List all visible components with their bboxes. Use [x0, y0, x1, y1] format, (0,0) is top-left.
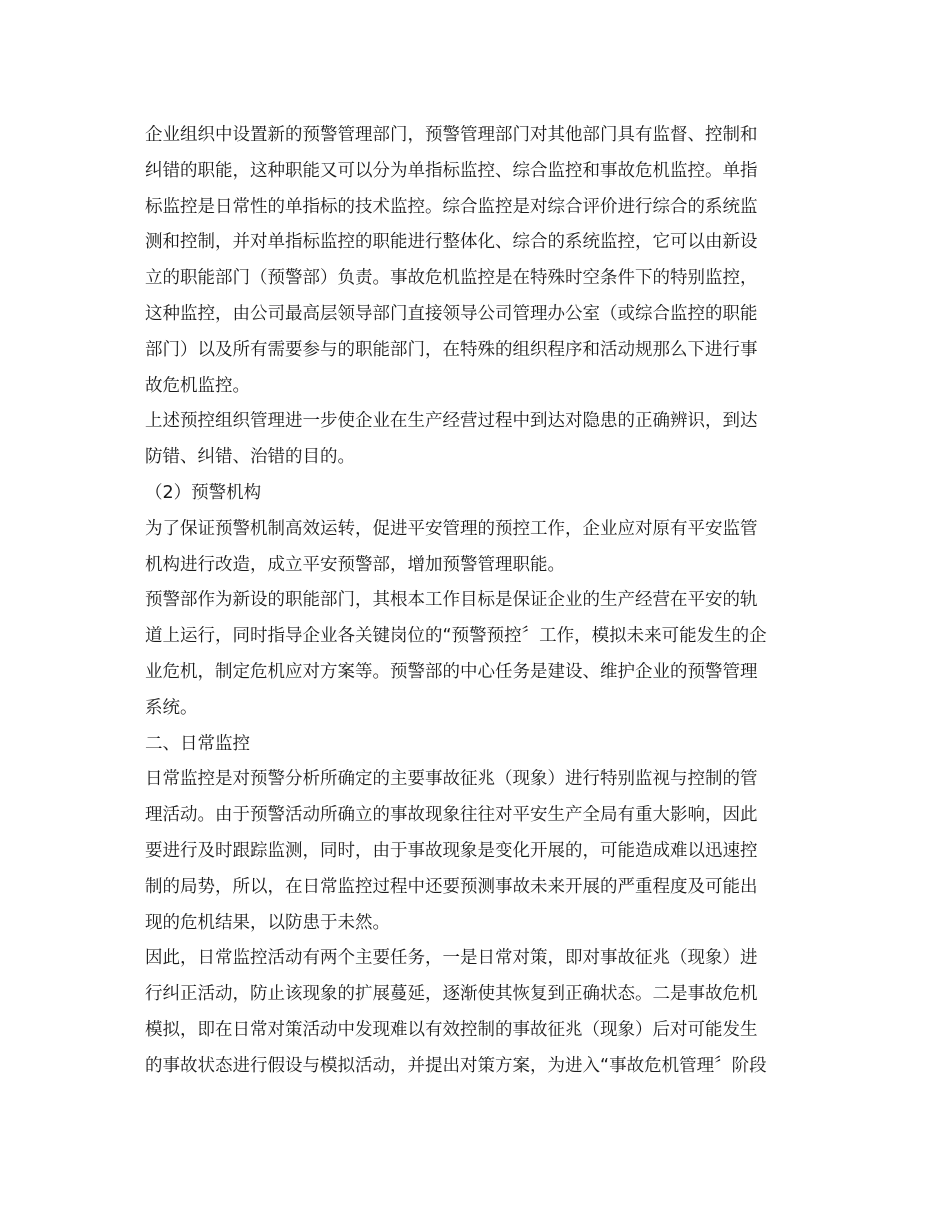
text-line: 日常监控是对预警分析所确定的主要事故征兆（现象）进行特别监视与控制的管 — [145, 769, 758, 790]
text-line: 机构进行改造，成立平安预警部，增加预警管理职能。 — [145, 554, 565, 575]
text-line: 业危机，制定危机应对方案等。预警部的中心任务是建设、维护企业的预警管理 — [145, 661, 758, 682]
text-line: 行纠正活动，防止该现象的扩展蔓延，逐渐使其恢复到正确状态。二是事故危机 — [145, 984, 758, 1005]
section-heading: 二、日常监控 — [145, 733, 250, 754]
text-line: 的事故状态进行假设与模拟活动，并提出对策方案，为进入“事故危机管理〞阶段 — [145, 1055, 767, 1076]
text-line: 立的职能部门（预警部）负责。事故危机监控是在特殊时空条件下的特别监控， — [145, 268, 758, 289]
text-line: 预警部作为新设的职能部门，其根本工作目标是保证企业的生产经营在平安的轨 — [145, 590, 758, 611]
text-line: 这种监控，由公司最高层领导部门直接领导公司管理办公室（或综合监控的职能 — [145, 303, 758, 324]
text-line: 标监控是日常性的单指标的技术监控。综合监控是对综合评价进行综合的系统监 — [145, 196, 758, 217]
text-line: 道上运行，同时指导企业各关键岗位的“预警预控〞工作，模拟未来可能发生的企 — [145, 626, 767, 647]
text-line: 理活动。由于预警活动所确立的事故现象往往对平安生产全局有重大影响，因此 — [145, 805, 758, 826]
text-line: 制的局势，所以，在日常监控过程中还要预测事故未来开展的严重程度及可能出 — [145, 876, 758, 897]
text-line: 为了保证预警机制高效运转，促进平安管理的预控工作，企业应对原有平安监管 — [145, 518, 758, 539]
section-heading: （2）预警机构 — [145, 482, 262, 503]
text-line: 因此，日常监控活动有两个主要任务，一是日常对策，即对事故征兆（现象）进 — [145, 948, 758, 969]
text-line: 要进行及时跟踪监测，同时，由于事故现象是变化开展的，可能造成难以迅速控 — [145, 840, 758, 861]
text-line: 部门）以及所有需要参与的职能部门，在特殊的组织程序和活动规那么下进行事 — [145, 339, 758, 360]
text-line: 测和控制，并对单指标监控的职能进行整体化、综合的系统监控，它可以由新设 — [145, 232, 758, 253]
document-body — [145, 118, 815, 1085]
text-line: 模拟，即在日常对策活动中发现难以有效控制的事故征兆（现象）后对可能发生 — [145, 1019, 758, 1040]
text-line: 企业组织中设置新的预警管理部门，预警管理部门对其他部门具有监督、控制和 — [145, 125, 758, 145]
text-line: 上述预控组织管理进一步使企业在生产经营过程中到达对隐患的正确辨识，到达 — [145, 411, 758, 432]
text-line: 纠错的职能，这种职能又可以分为单指标监控、综合监控和事故危机监控。单指 — [145, 160, 758, 181]
text-line: 防错、纠错、治错的目的。 — [145, 447, 355, 468]
text-line: 现的危机结果，以防患于未然。 — [145, 912, 390, 933]
text-line: 故危机监控。 — [145, 375, 250, 396]
text-line: 系统。 — [145, 697, 198, 718]
